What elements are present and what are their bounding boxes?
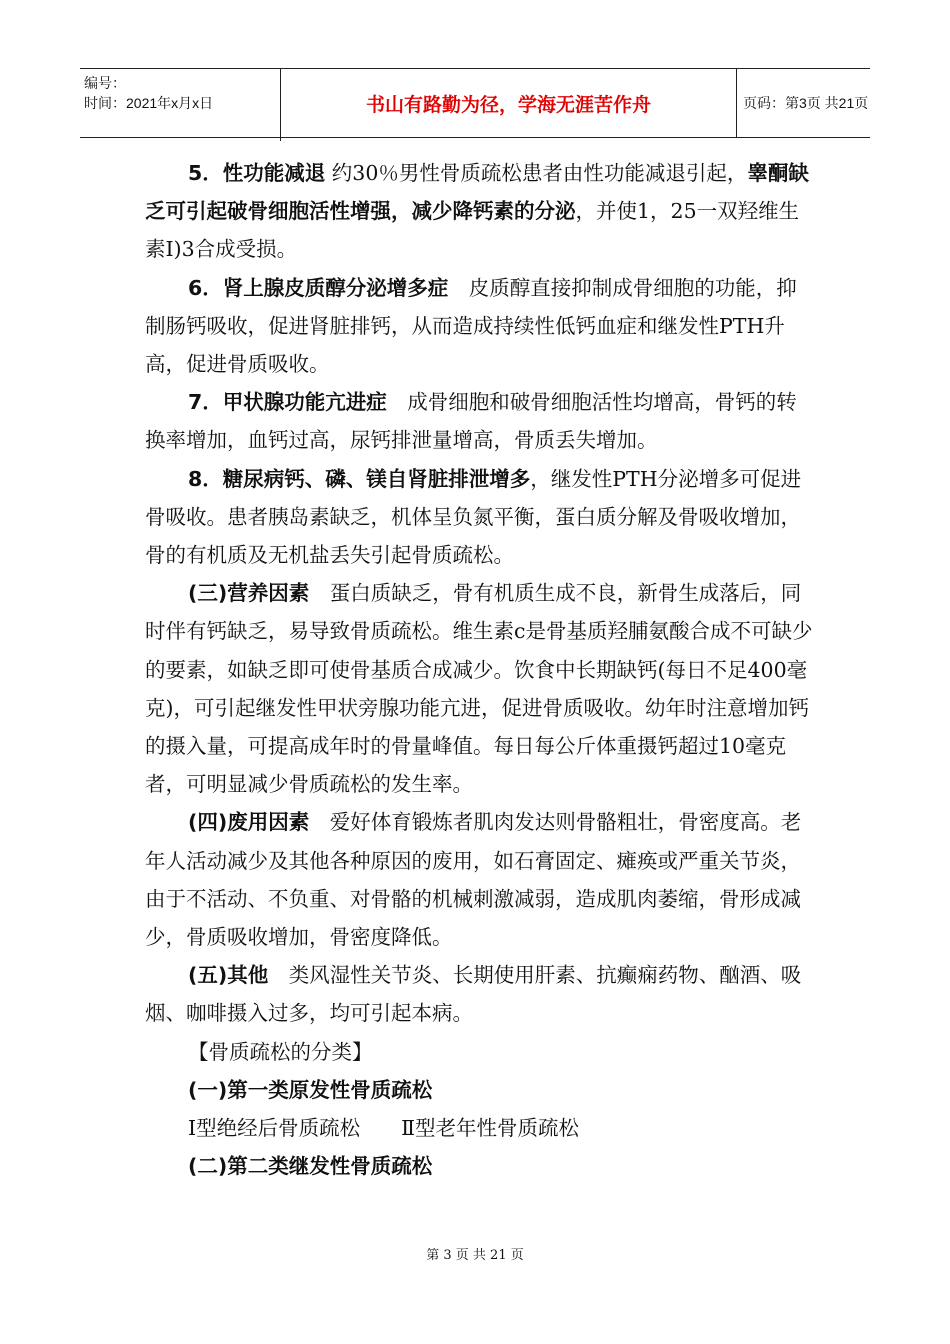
document-body	[145, 154, 813, 1185]
document-header	[80, 68, 870, 138]
paragraph-heading: (二)第二类继发性骨质疏松	[188, 1154, 433, 1179]
paragraph-heading: (五)其他	[188, 963, 269, 988]
paragraph-text: 皮质醇直接抑制成骨细胞的功能，抑制肠钙吸收，促进肾脏排钙，从而造成持续性低钙血症和继发性PTH升高，促进骨质吸收。	[145, 275, 797, 377]
paragraph-text: ，并使1，25一双羟维生素I)3合成受损。	[145, 199, 800, 262]
header-meta-cell	[80, 69, 281, 141]
paragraph	[145, 1033, 813, 1071]
paragraph-text: ，继发性PTH分泌增多可促进骨吸收。患者胰岛素缺乏，机体呈负氮平衡，蛋白质分解及骨吸收增加，骨的有机质及无机盐丢失引起骨质疏松。	[145, 466, 802, 568]
paragraph	[145, 383, 813, 459]
paragraph-heading: (四)废用因素	[188, 810, 310, 835]
paragraph-text: 蛋白质缺乏，骨有机质生成不良，新骨生成落后，同时伴有钙缺乏，易导致骨质疏松。维生素c是骨基质羟脯氨酸合成不可缺少的要素，如缺乏即可使骨基质合成减少。饮食中长期缺钙(每日不足400毫克)，可引起继发性甲状旁腺功能亢进，促进骨质吸收。幼年时注意增加钙的摄入量，可提高成年时的骨量峰值。每日每公斤体重摄钙超过10毫克者，可明显减少骨质疏松的发生率。	[145, 581, 813, 797]
paragraph-text: Ⅰ型绝经后骨质疏松 Ⅱ型老年性骨质疏松	[188, 1116, 580, 1141]
paragraph-heading: 7．甲状腺功能亢进症	[188, 390, 387, 415]
paragraph	[145, 1147, 813, 1185]
time-label: 时间：2021年x月x日	[84, 95, 214, 111]
header-motto: 书山有路勤为径，学海无涯苦作舟	[281, 69, 737, 137]
paragraph-heading: 睾酮缺乏可引起破骨细胞活性增强，减少降钙素的分泌	[145, 161, 809, 224]
paragraph	[145, 460, 813, 575]
paragraph	[145, 956, 813, 1032]
paragraph	[145, 803, 813, 956]
paragraph-heading: (一)第一类原发性骨质疏松	[188, 1077, 433, 1102]
paragraph	[145, 154, 813, 269]
paragraph-text: 【骨质疏松的分类】	[188, 1039, 373, 1064]
paragraph	[145, 269, 813, 384]
code-label: 编号：	[84, 75, 126, 91]
paragraph-text: 成骨细胞和破骨细胞活性均增高，骨钙的转换率增加，血钙过高，尿钙排泄量增高，骨质丢失增加。	[145, 390, 797, 453]
paragraph-heading: (三)营养因素	[188, 581, 310, 606]
paragraph-text: 类风湿性关节炎、长期使用肝素、抗癫痫药物、酗酒、吸烟、咖啡摄入过多，均可引起本病。	[145, 963, 802, 1026]
paragraph	[145, 574, 813, 803]
paragraph	[145, 1071, 813, 1109]
paragraph-heading: 6．肾上腺皮质醇分泌增多症	[188, 275, 449, 300]
paragraph-text: 爱好体育锻炼者肌肉发达则骨骼粗壮，骨密度高。老年人活动减少及其他各种原因的废用，如石膏固定、瘫痪或严重关节炎，由于不活动、不负重、对骨骼的机械刺激减弱，造成肌肉萎缩，骨形成减少，骨质吸收增加，骨密度降低。	[145, 810, 802, 950]
paragraph-text: 约30％男性骨质疏松患者由性功能减退引起，	[325, 161, 748, 185]
paragraph	[145, 1109, 813, 1147]
header-page-label: 页码：第3页 共21页	[743, 95, 869, 111]
paragraph-heading: 8．糖尿病钙、磷、镁自肾脏排泄增多	[188, 466, 531, 491]
paragraph-heading: 5．性功能减退	[188, 161, 326, 185]
page-footer: 第 3 页 共 21 页	[426, 1248, 524, 1263]
